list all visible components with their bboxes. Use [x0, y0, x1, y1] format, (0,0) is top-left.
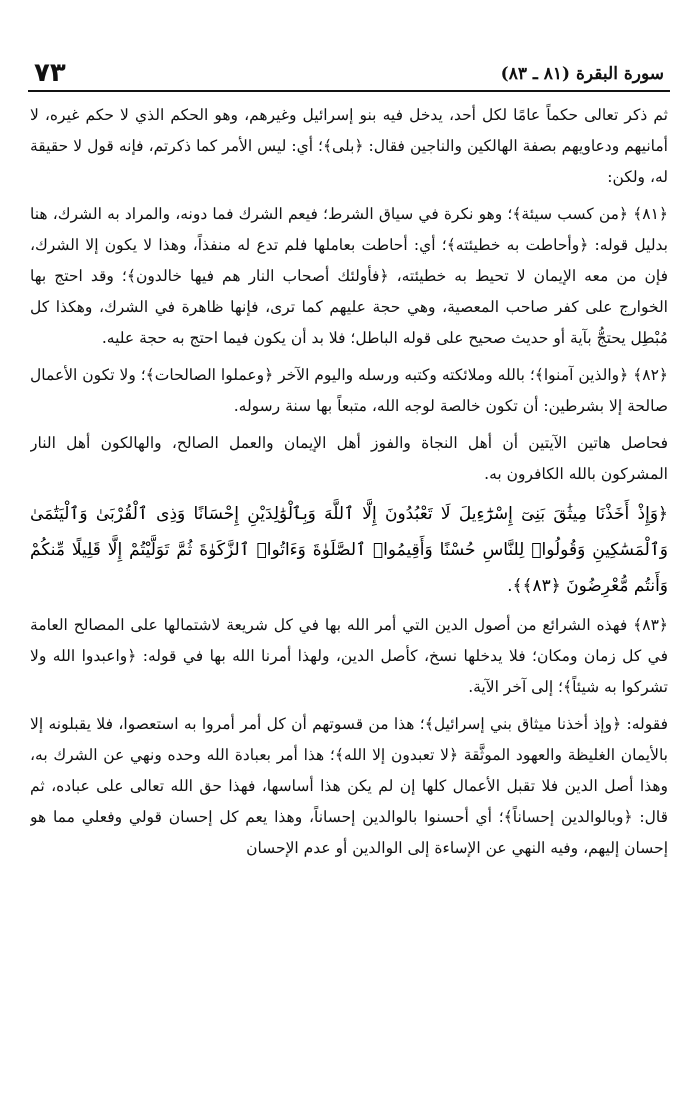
paragraph-verse-83: ﴿٨٣﴾ فهذه الشرائع من أصول الدين التي أمر الله بها في كل شريعة لاشتمالها على المصالح العامة في كل زمان ومكان؛ فلا يدخلها نسخ، كأصل الدين، ولهذا أمرنا الله بها في قوله: ﴿واعبدوا الله ولا تشركوا به شيئاً﴾؛ إلى آخر الآية. [30, 616, 668, 696]
paragraph-verse-82: ﴿٨٢﴾ ﴿والذين آمنوا﴾؛ بالله وملائكته وكتبه ورسله واليوم الآخر ﴿وعملوا الصالحات﴾؛ ولا تكون الأعمال صالحة إلا بشرطين: أن تكون خالصة لوجه الله، متبعاً بها سنة رسوله. [30, 366, 668, 415]
paragraph-intro: ثم ذكر تعالى حكماً عامًا لكل أحد، يدخل فيه بنو إسرائيل وغيرهم، وهو الحكم الذي لا حكم غيره، لا أمانيهم ودعاويهم بصفة الهالكين والناجين فقال: ﴿بلى﴾؛ أي: ليس الأمر كما ذكرتم، فإنه قول لا حقيقة له، ولكن: [30, 106, 668, 186]
paragraph-verse-81: ﴿٨١﴾ ﴿من كسب سيئة﴾؛ وهو نكرة في سياق الشرط؛ فيعم الشرك فما دونه، والمراد به الشرك، هنا بدليل قوله: ﴿وأحاطت به خطيئته﴾؛ أي: أحاطت بعاملها فلم تدع له منفذاً، وهذا لا يكون إلا الشرك، فإن من معه الإيمان لا تحيط به خطيئته، ﴿فأولئك أصحاب النار هم فيها خالدون﴾؛ وقد احتج بها الخوارج على كفر صاحب المعصية، وهي حجة عليهم كما ترى، فإنها ظاهرة في الشرك، وهكذا كل مُبْطِل يحتجُّ بآية أو حديث صحيح على قوله الباطل؛ فلا بد أن يكون فيما احتج به حجة عليه. [30, 205, 668, 347]
running-title: سورة البقرة (٨١ ـ ٨٣) [500, 64, 664, 84]
page-number: ٧٣ [34, 58, 66, 88]
paragraph-summary: فحاصل هاتين الآيتين أن أهل النجاة والفوز أهل الإيمان والعمل الصالح، والهالكون أهل النار المشركون بالله الكافرون به. [30, 434, 668, 483]
paragraph-commentary: فقوله: ﴿وإذ أخذنا ميثاق بني إسرائيل﴾؛ هذا من قسوتهم أن كل أمر أمروا به استعصوا، فلا يقبلونه إلا بالأيمان الغليظة والعهود الموثَّقة ﴿لا تعبدون إلا الله﴾؛ هذا أمر بعبادة الله وحده ونهي عن الشرك به، وهذا أصل الدين فلا تقبل الأعمال كلها إن لم يكن هذا أساسها، فهذا حق الله تعالى على عباده، ثم قال: ﴿وبالوالدين إحساناً﴾؛ أي أحسنوا بالوالدين إحساناً، وهذا يعم كل إحسان قولي وفعلي مما هو إحسان إليهم، وفيه النهي عن الإساءة إلى الوالدين أو عدم الإحسان [30, 715, 668, 857]
quran-verse-83: ﴿وَإِذْ أَخَذْنَا مِيثَٰقَ بَنِىٓ إِسْرَٰٓءِيلَ لَا تَعْبُدُونَ إِلَّا ٱللَّهَ وَبِٱلْوَٰلِدَيْنِ إِحْسَانًا وَذِى ٱلْقُرْبَىٰ وَٱلْيَتَٰمَىٰ وَٱلْمَسَٰكِينِ وَقُولُوا۟ لِلنَّاسِ حُسْنًا وَأَقِيمُوا۟ ٱلصَّلَوٰةَ وَءَاتُوا۟ ٱلزَّكَوٰةَ ثُمَّ تَوَلَّيْتُمْ إِلَّا قَلِيلًا مِّنكُمْ وَأَنتُم مُّعْرِضُونَ ﴿٨٣﴾﴾. [30, 504, 668, 596]
page-header [28, 58, 670, 92]
page-body [30, 100, 668, 1083]
